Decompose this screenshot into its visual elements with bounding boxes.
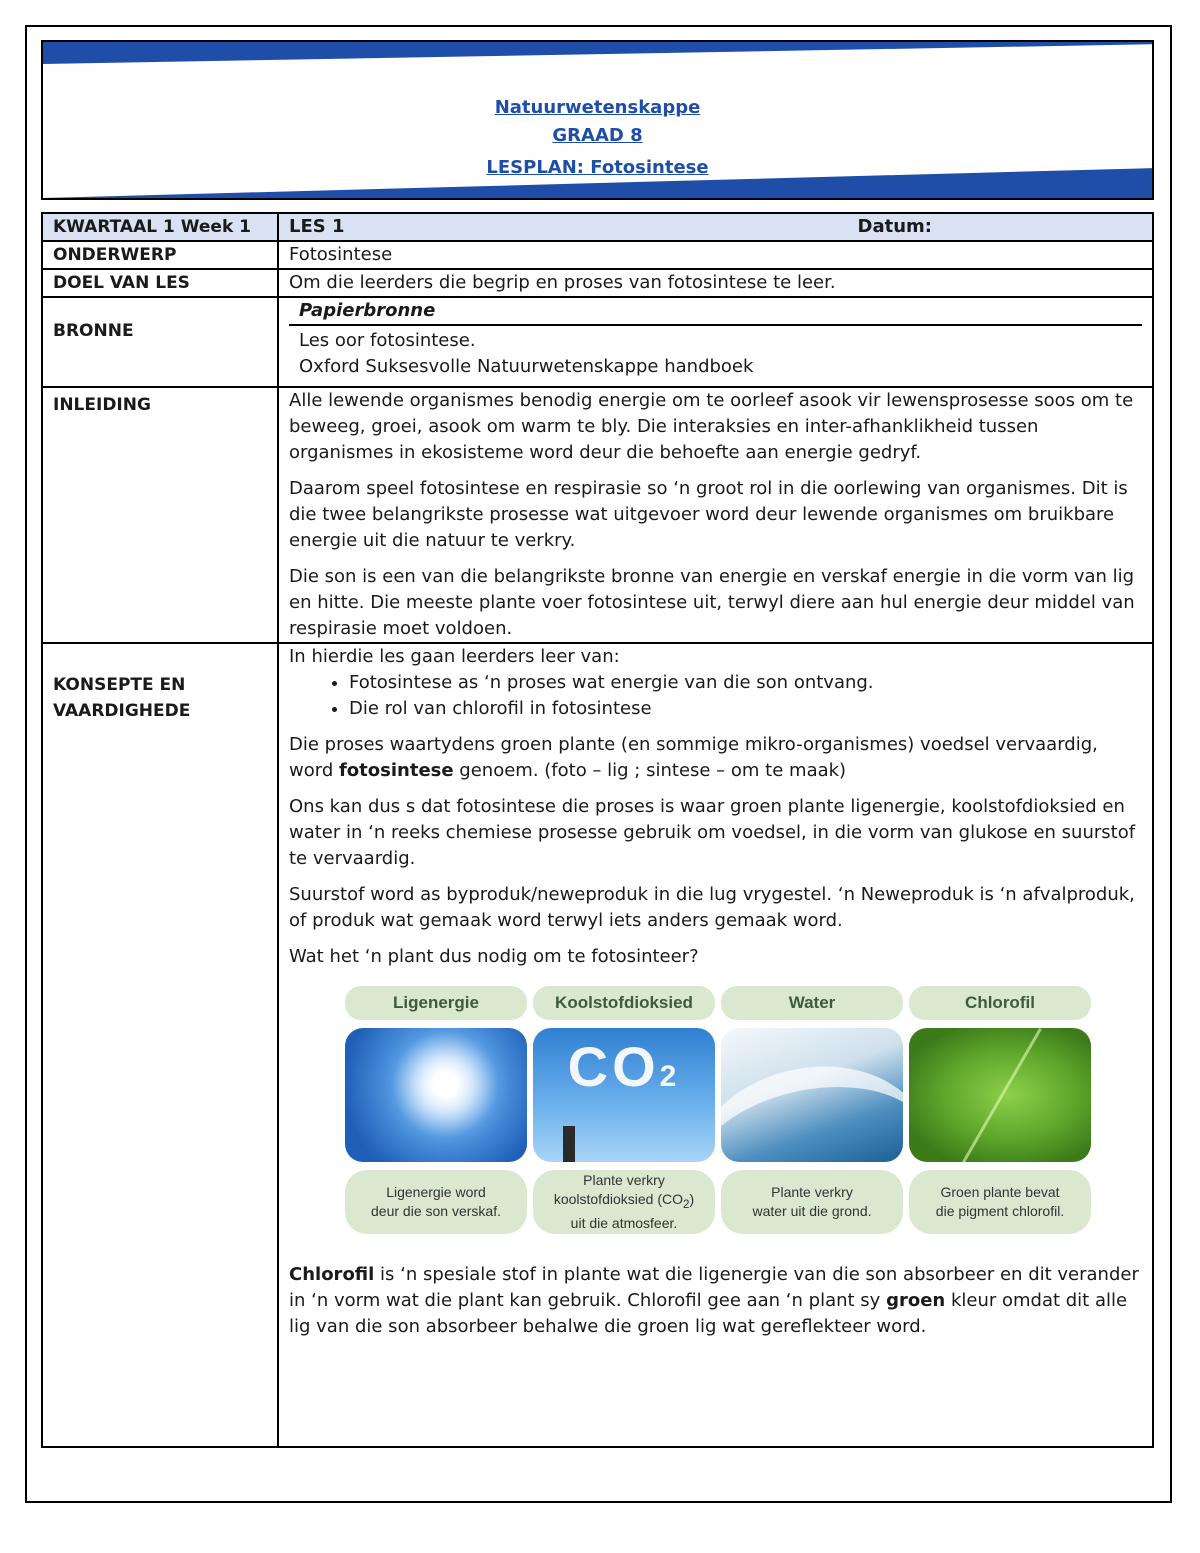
lesson-plan-table [41,212,1154,1448]
konsepte-paragraph [289,732,1142,784]
table-row [42,297,1153,387]
term-fotosintese: fotosintese [338,760,454,781]
sun-icon [433,1072,459,1098]
caption-line: Plante verkry [771,1184,853,1200]
table-row [42,213,1153,241]
caption-line: koolstofdioksied (CO [553,1191,683,1208]
co2-cloud-text [533,1035,715,1098]
photosynthesis-requirements-figure [345,986,1142,1234]
figure-caption [345,1170,527,1234]
konsepte-label: KONSEPTE EN VAARDIGHEDE [42,643,278,1447]
bronne-list [289,326,1142,386]
water-splash-icon [721,1045,903,1162]
bronne-cell [278,297,1153,387]
figure-item-ligenergie [345,986,527,1234]
chimney-icon [563,1126,575,1162]
doel-label: DOEL VAN LES [42,269,278,297]
figure-caption [721,1170,903,1234]
onderwerp-value: Fotosintese [278,241,1153,269]
table-row [42,269,1153,297]
inleiding-cell [278,387,1153,643]
konsepte-intro: In hierdie les gaan leerders leer van: [289,646,620,667]
datum-label: Datum: [857,216,932,237]
co2-subscript: 2 [659,1060,681,1093]
text-run: genoem. (foto – lig ; sintese – om te maak) [453,760,847,781]
konsepte-question: Wat het ‘n plant dus nodig om te fotosinteer? [289,946,699,967]
term-chlorofil: Chlorofil [289,1264,375,1285]
lesplan-title: LESPLAN: Fotosintese [486,157,709,178]
table-row [42,643,1153,1447]
inleiding-paragraph: Daarom speel fotosintese en respirasie so ‘n groot rol in die oorlewing van organismes. Dit is die twee belangrikste prosesse wat uitgevoer word deur lewende organismes om bruikbare energie uit die natuur te verkry. [289,478,1128,551]
caption-line: water uit die grond. [752,1203,872,1219]
figure-title: Chlorofil [909,986,1091,1020]
figure-title: Water [721,986,903,1020]
list-item: • Die rol van chlorofil in fotosintese [349,696,1142,722]
caption-line: die pigment chlorofil. [935,1203,1065,1219]
bronne-label: BRONNE [42,297,278,387]
caption-subscript: 2 [683,1197,690,1211]
inleiding-paragraph: Die son is een van die belangrikste bronne van energie en verskaf energie in die vorm van lig en hitte. Die meeste plante voer fotosintese uit, terwyl diere aan hul energie deur middel van respirasie moet voldoen. [289,566,1135,639]
caption-line: deur die son verskaf. [371,1203,501,1219]
caption-line: Ligenergie word [386,1184,486,1200]
inleiding-paragraph: Alle lewende organismes benodig energie om te oorleef asook vir lewensprosesse soos om te beweeg, groei, asook om warm te bly. Die interaksies en inter-afhanklikheid tussen organismes in ekosisteme word deur die behoefte aan energie gedryf. [289,390,1134,463]
term-groen: groen [886,1290,946,1311]
figure-title: Koolstofdioksied [533,986,715,1020]
water-splash-image [721,1028,903,1162]
text-run: kleur omdat dit alle lig van die son absorbeer behalwe die groen lig wat gereflekteer word. [289,1290,1128,1337]
header-band-top [43,42,1154,64]
konsepte-list [289,670,1142,722]
kwartaal-cell: KWARTAAL 1 Week 1 [42,213,278,241]
grade-title: GRAAD 8 [552,125,643,146]
caption-line: ) [689,1191,695,1208]
lesson-header [41,40,1154,200]
figure-item-chlorofil [909,986,1091,1234]
les-cell [278,213,1153,241]
chlorofil-paragraph [289,1262,1142,1340]
leaf-icon [959,1028,1042,1162]
konsepte-paragraph: Ons kan dus s dat fotosintese die proses is waar groen plante ligenergie, koolstofdioksied en water in ‘n reeks chemiese prosesse gebruik om voedsel, in die vorm van glukose en suurstof te vervaardig. [289,796,1136,869]
caption-line: Groen plante bevat [940,1184,1060,1200]
konsepte-paragraph: Suurstof word as byproduk/neweproduk in die lug vrygestel. ‘n Neweproduk is ‘n afvalproduk, of produk wat gemaak word terwyl iets anders gemaak word. [289,884,1135,931]
table-row [42,241,1153,269]
konsepte-cell [278,643,1153,1447]
bronne-heading: Papierbronne [289,298,1142,326]
figure-caption [909,1170,1091,1234]
caption-line: Plante verkry [583,1172,665,1189]
inleiding-label: INLEIDING [42,387,278,643]
co2-letters: CO [567,1035,660,1098]
les-label: LES 1 [289,216,345,237]
header-titles [43,94,1152,182]
text-run: is ‘n spesiale stof in plante wat die ligenergie van die son absorbeer en dit verander in ‘n vorm wat die plant kan gebruik. Chlorofil gee aan ‘n plant sy [289,1264,1139,1311]
figure-title: Ligenergie [345,986,527,1020]
table-row [42,387,1153,643]
leaf-image [909,1028,1091,1162]
figure-item-water [721,986,903,1234]
caption-line: uit die atmosfeer. [570,1214,678,1231]
bronne-line: Les oor fotosintese. [299,330,476,351]
sun-image [345,1028,527,1162]
figure-caption [533,1170,715,1234]
bronne-line: Oxford Suksesvolle Natuurwetenskappe handboek [299,356,754,377]
onderwerp-label: ONDERWERP [42,241,278,269]
figure-item-koolstofdioksied [533,986,715,1234]
list-item: • Fotosintese as ‘n proses wat energie van die son ontvang. [349,670,1142,696]
doel-value: Om die leerders die begrip en proses van fotosintese te leer. [278,269,1153,297]
subject-title: Natuurwetenskappe [494,97,701,118]
co2-cloud-image [533,1028,715,1162]
text-run: Die proses waartydens groen plante (en sommige mikro-organismes) voedsel vervaardig, word [289,734,1098,781]
